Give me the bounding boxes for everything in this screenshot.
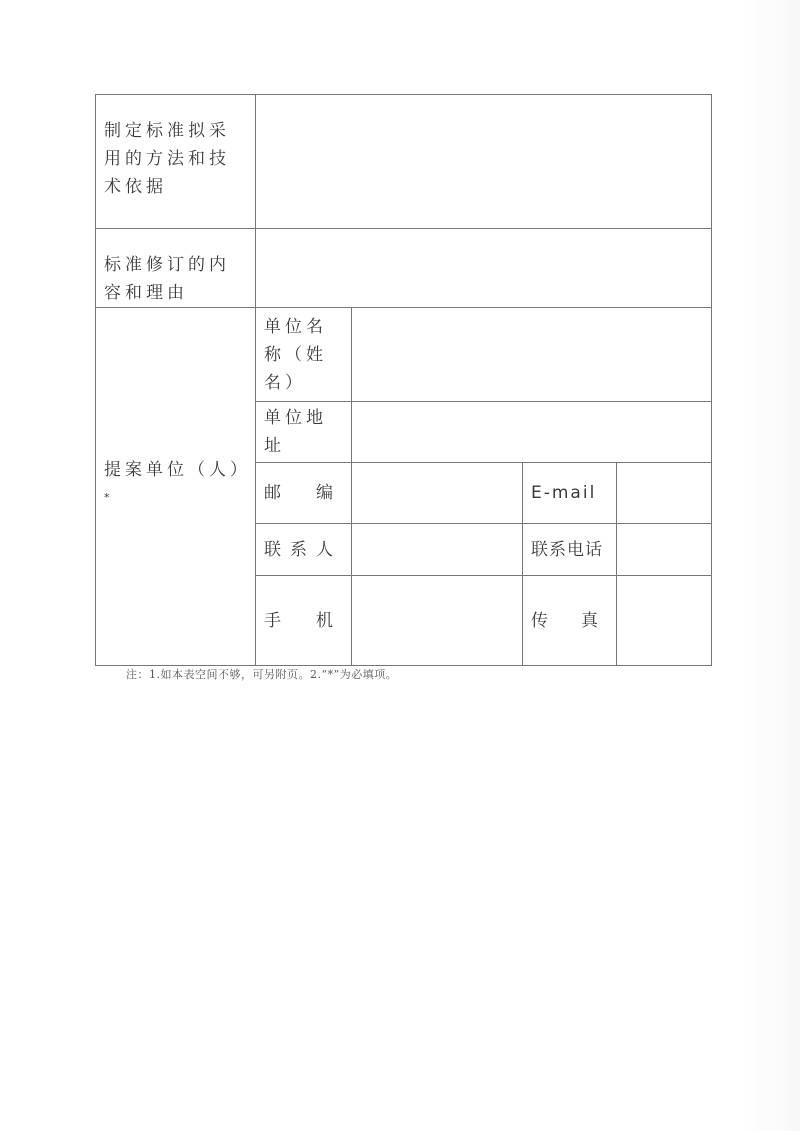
postcode-input[interactable] [352,463,523,524]
proposal-form-table [95,94,712,666]
org-name-input[interactable] [352,308,712,402]
scan-edge-shadow [742,0,800,1131]
methods-row [96,95,712,229]
org-name-row [96,308,712,402]
postcode-label [256,463,352,524]
email-label: E-mail [523,463,617,524]
address-input[interactable] [352,402,712,463]
revision-label: 标准修订的内容和理由 [96,229,256,308]
mobile-label [256,576,352,666]
org-name-label: 单位名称（姓名） [256,308,352,402]
contact-input[interactable] [352,524,523,576]
mobile-input[interactable] [352,576,523,666]
contact-label-char-2: 系 [290,539,307,560]
postcode-label-char-1: 邮 [264,483,281,503]
mobile-label-char-2: 机 [316,610,333,631]
fax-label [523,576,617,666]
proposer-label: 提案单位（人） [104,460,251,481]
proposer-label-cell [96,308,256,666]
fax-input[interactable] [617,576,712,666]
email-input[interactable] [617,463,712,524]
methods-label: 制定标准拟采用的方法和技术依据 [96,95,256,229]
phone-input[interactable] [617,524,712,576]
methods-input[interactable] [256,95,712,229]
footnote: 注：1.如本表空间不够，可另附页。2.“*”为必填项。 [126,668,398,681]
postcode-label-char-2: 编 [316,483,333,503]
contact-label-char-3: 人 [316,539,333,560]
mobile-label-char-1: 手 [264,610,281,631]
contact-label-char-1: 联 [264,539,281,560]
contact-label [256,524,352,576]
required-mark: * [104,491,110,505]
revision-input[interactable] [256,229,712,308]
revision-row [96,229,712,308]
fax-label-char-1: 传 [531,610,548,631]
phone-label: 联系电话 [523,524,617,576]
address-label: 单位地址 [256,402,352,463]
fax-label-char-2: 真 [581,610,598,631]
